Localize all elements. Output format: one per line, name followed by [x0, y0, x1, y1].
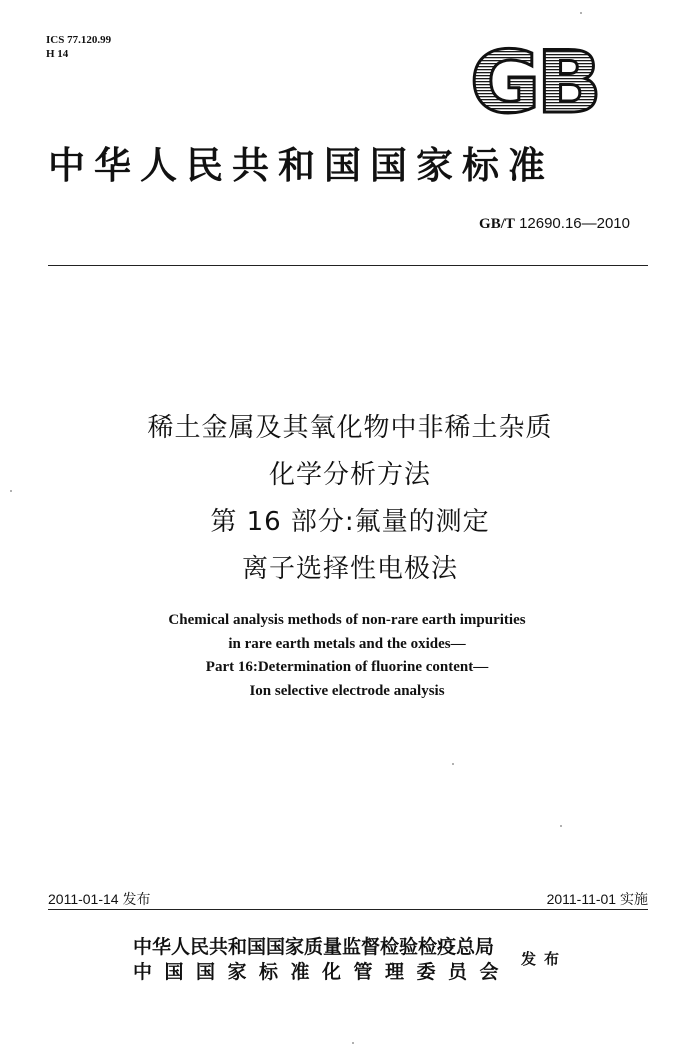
issuer-line-2: 中国国家标准化管理委员会 — [133, 961, 512, 983]
english-title-line-3: Part 16:Determination of fluorine content— — [205, 659, 489, 675]
chinese-title-line-2: 化学分析方法 — [268, 460, 431, 490]
top-divider — [48, 265, 648, 266]
scan-speck — [560, 825, 562, 827]
svg-text:GB: GB — [469, 42, 599, 118]
chinese-title-line-3: 第 16 部分:氟量的测定 — [210, 507, 490, 537]
ics-code: ICS 77.120.99 — [46, 34, 112, 46]
english-title — [0, 609, 694, 703]
standard-code-number: 12690.16—2010 — [519, 215, 630, 232]
chinese-title-line-4: 离子选择性电极法 — [241, 554, 458, 584]
standard-code-prefix: GB/T — [479, 216, 515, 232]
chinese-title-line-1: 稀土金属及其氧化物中非稀土杂质 — [147, 413, 553, 443]
issue-date: 2011-01-14 发布 — [48, 891, 151, 907]
bottom-divider — [48, 909, 648, 910]
english-title-line-1: Chemical analysis methods of non-rare earth impurities — [168, 612, 526, 628]
scan-speck — [10, 490, 12, 492]
classification-codes — [46, 33, 111, 61]
english-title-line-4: Ion selective electrode analysis — [249, 682, 445, 699]
scan-speck — [452, 763, 454, 765]
implementation-date: 2011-11-01 实施 — [546, 891, 648, 907]
scan-speck — [352, 1042, 354, 1044]
issuing-authorities — [133, 935, 511, 985]
standard-code — [479, 215, 630, 233]
h-code: H 14 — [46, 48, 69, 60]
english-title-line-2: in rare earth metals and the oxides— — [228, 635, 466, 652]
gb-logo — [460, 42, 608, 118]
standard-title: 中华人民共和国国家标准 — [48, 143, 554, 187]
publish-label: 发布 — [521, 950, 568, 968]
scan-speck — [580, 12, 582, 14]
chinese-title — [0, 405, 700, 593]
issuer-line-1: 中华人民共和国国家质量监督检验检疫总局 — [133, 936, 495, 958]
